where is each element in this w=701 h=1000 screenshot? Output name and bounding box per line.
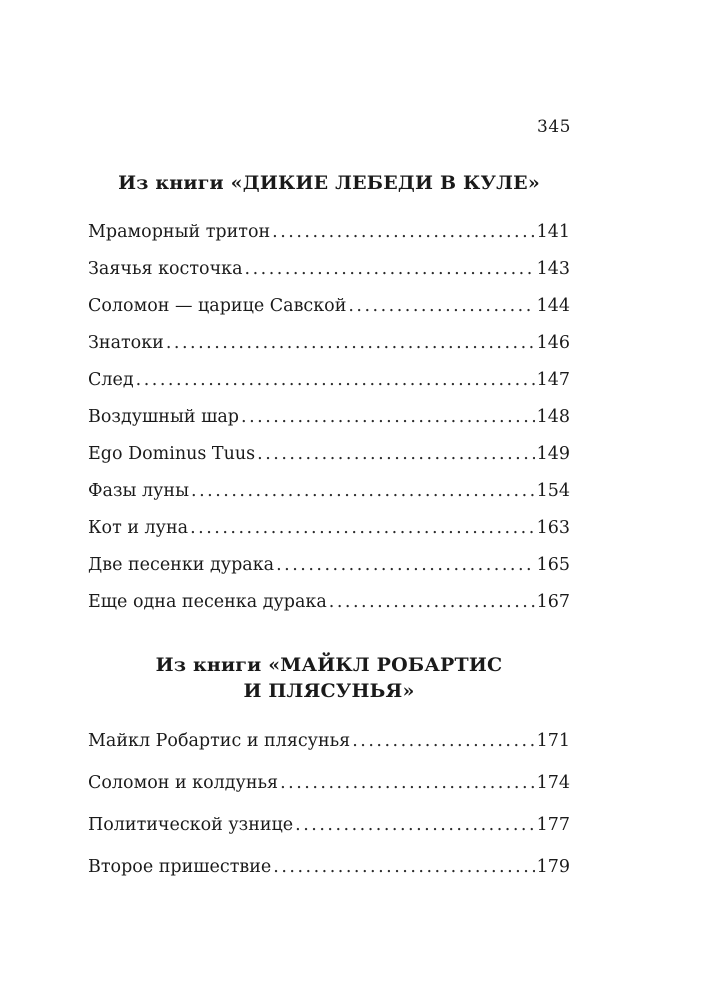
toc-entry-title: Еще одна песенка дурака: [88, 592, 327, 612]
dot-leader: [348, 288, 534, 325]
dot-leader: [257, 436, 534, 473]
dot-leader: [136, 362, 535, 399]
section-title-line: Из книги «ДИКИЕ ЛЕБЕДИ В КУЛЕ»: [118, 172, 540, 194]
toc-entry-page: 144: [536, 296, 570, 316]
dot-leader: [273, 849, 534, 886]
dot-leader: [241, 399, 535, 436]
dot-leader: [190, 510, 535, 547]
toc-entry-page: 171: [536, 731, 570, 751]
toc-entry[interactable]: [88, 214, 570, 251]
toc-entry-title: Две песенки дурака: [88, 555, 275, 575]
toc-entry-page: 174: [536, 773, 570, 793]
toc-entry[interactable]: [88, 723, 570, 765]
toc-entry-title: След: [88, 370, 134, 390]
toc-entry-title: Кот и луна: [88, 518, 189, 538]
toc-entry-title: Второе пришествие: [88, 857, 272, 877]
toc-entry-page: 147: [536, 370, 570, 390]
section-title: [88, 652, 570, 704]
toc-entry-page: 143: [536, 259, 570, 279]
toc-entry-title: Политической узнице: [88, 815, 294, 835]
dot-leader: [329, 584, 535, 621]
toc-entry[interactable]: [88, 473, 570, 510]
page-number: 345: [537, 117, 571, 137]
toc-entry-title: Ego Dominus Tuus: [88, 444, 256, 464]
dot-leader: [166, 325, 535, 362]
section-title-line: Из книги «МАЙКЛ РОБАРТИС: [155, 654, 503, 676]
toc-list: [88, 723, 570, 891]
toc-section-michael-robartes: [88, 652, 570, 891]
toc-entry-page: 165: [536, 555, 570, 575]
toc-entry[interactable]: [88, 584, 570, 621]
dot-leader: [191, 473, 535, 510]
section-title: [88, 170, 570, 196]
toc-entry[interactable]: [88, 436, 570, 473]
toc-entry-title: Мраморный тритон: [88, 222, 271, 242]
toc-entry-title: Майкл Робартис и плясунья: [88, 731, 351, 751]
toc-entry[interactable]: [88, 807, 570, 849]
dot-leader: [272, 214, 534, 251]
toc-entry[interactable]: [88, 765, 570, 807]
toc-entry-title: Заячья косточка: [88, 259, 243, 279]
toc-entry-page: 154: [536, 481, 570, 501]
toc-list: [88, 214, 570, 621]
toc-section-wild-swans: [88, 170, 570, 621]
toc-entry[interactable]: [88, 399, 570, 436]
section-title-line: И ПЛЯСУНЬЯ»: [243, 680, 415, 702]
toc-entry-title: Соломон — царице Савской: [88, 296, 347, 316]
dot-leader: [352, 723, 534, 760]
toc-entry-page: 141: [536, 222, 570, 242]
toc-entry[interactable]: [88, 325, 570, 362]
dot-leader: [295, 807, 534, 844]
toc-entry[interactable]: [88, 251, 570, 288]
toc-entry[interactable]: [88, 547, 570, 584]
toc-entry-page: 179: [536, 857, 570, 877]
toc-entry-page: 148: [536, 407, 570, 427]
toc-entry-page: 163: [536, 518, 570, 538]
dot-leader: [276, 547, 535, 584]
toc-entry[interactable]: [88, 849, 570, 891]
toc-entry-title: Соломон и колдунья: [88, 773, 279, 793]
toc-entry-title: Знатоки: [88, 333, 164, 353]
toc-entry-page: 146: [536, 333, 570, 353]
dot-leader: [245, 251, 535, 288]
toc-entry[interactable]: [88, 510, 570, 547]
toc-entry-title: Фазы луны: [88, 481, 190, 501]
dot-leader: [280, 765, 535, 802]
toc-entry-page: 177: [536, 815, 570, 835]
toc-entry[interactable]: [88, 362, 570, 399]
toc-entry-page: 167: [536, 592, 570, 612]
toc-entry-page: 149: [536, 444, 570, 464]
toc-entry[interactable]: [88, 288, 570, 325]
toc-entry-title: Воздушный шар: [88, 407, 240, 427]
